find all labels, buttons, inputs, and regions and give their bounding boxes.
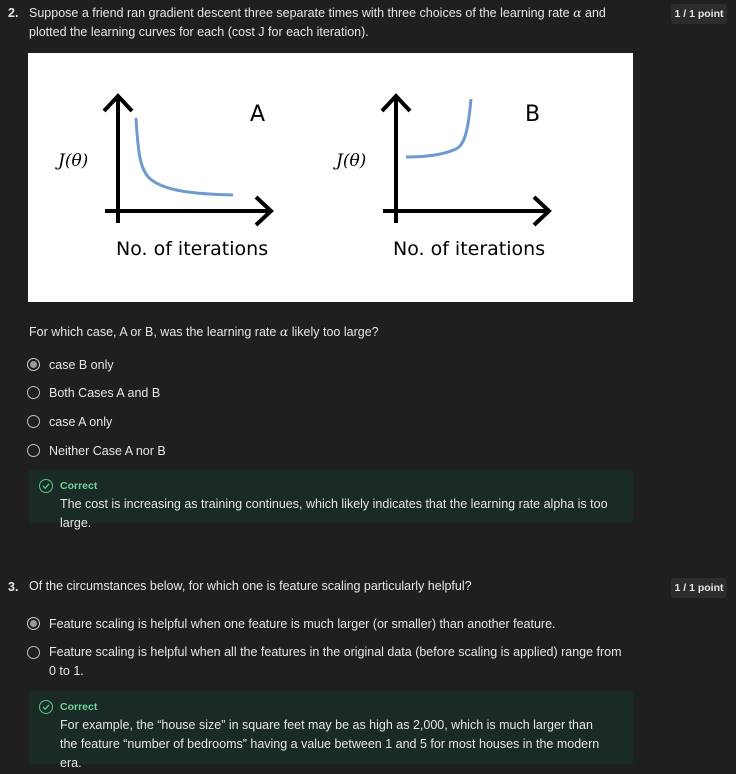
q3-feedback-box (29, 691, 633, 770)
panel-a-curve-decreasing (136, 118, 233, 195)
panel-a-xlabel: No. of iterations (116, 238, 269, 260)
q3-option-range-0-to-1[interactable] (27, 645, 627, 681)
panel-a-label: A (250, 102, 266, 127)
alpha-symbol: α (279, 324, 289, 339)
q2-option-neither[interactable] (27, 443, 166, 461)
radio-icon[interactable] (27, 415, 40, 428)
q2-feedback-box (29, 470, 633, 530)
radio-selected-icon[interactable] (27, 617, 40, 630)
panel-b-curve-increasing (406, 99, 471, 157)
check-circle-icon (39, 700, 53, 714)
learning-curves-svg (28, 53, 633, 302)
panel-b-label: B (525, 102, 541, 127)
option-label: Neither Case A nor B (49, 444, 166, 458)
panel-b-xlabel: No. of iterations (393, 238, 546, 260)
option-label: case B only (49, 358, 114, 372)
q2-option-case-b-only[interactable] (27, 357, 114, 375)
feedback-status: Correct (60, 701, 98, 713)
radio-icon[interactable] (27, 444, 40, 457)
points-badge: 1 / 1 point (671, 578, 727, 598)
q3-option-one-feature-larger[interactable] (27, 616, 627, 634)
option-label: Feature scaling is helpful when all the features in the original data (before scaling is applied) range from 0 to 1. (49, 645, 622, 678)
question-text: Suppose a friend ran gradient descent three separate times with three choices of the learning rate α and plotted the learning curves for each (cost J for each iteration). (29, 5, 606, 39)
panel-a (55, 96, 271, 260)
q2-option-both-cases[interactable] (27, 385, 160, 403)
feedback-explanation: For example, the “house size” in square feet may be as high as 2,000, which is much larger than the feature “number of bedrooms” having a value between 1 and 5 for most houses in the modern era. (60, 718, 600, 770)
panel-a-ylabel: J(θ) (58, 151, 89, 171)
feedback-explanation: The cost is increasing as training continues, which likely indicates that the learning rate alpha is too large. (60, 497, 608, 530)
radio-icon[interactable] (27, 646, 40, 659)
q2-option-case-a-only[interactable] (27, 414, 112, 432)
panel-b (333, 96, 549, 260)
option-label: Both Cases A and B (49, 386, 161, 400)
alpha-symbol: α (573, 5, 582, 20)
points-badge: 1 / 1 point (671, 4, 727, 24)
panel-b-ylabel: J(θ) (336, 151, 367, 171)
option-label: Feature scaling is helpful when one feature is much larger (or smaller) than another feature. (49, 617, 556, 631)
question-text: Of the circumstances below, for which one is feature scaling particularly helpful? (29, 579, 472, 593)
option-label: case A only (49, 415, 113, 429)
radio-selected-icon[interactable] (27, 358, 40, 371)
check-circle-icon (39, 479, 53, 493)
question-number: 2. (8, 6, 19, 20)
feedback-status: Correct (60, 480, 98, 492)
subquestion-text: For which case, A or B, was the learning rate α likely too large? (29, 324, 379, 339)
question-number: 3. (8, 580, 19, 594)
radio-icon[interactable] (27, 386, 40, 399)
learning-curves-figure (28, 53, 633, 302)
